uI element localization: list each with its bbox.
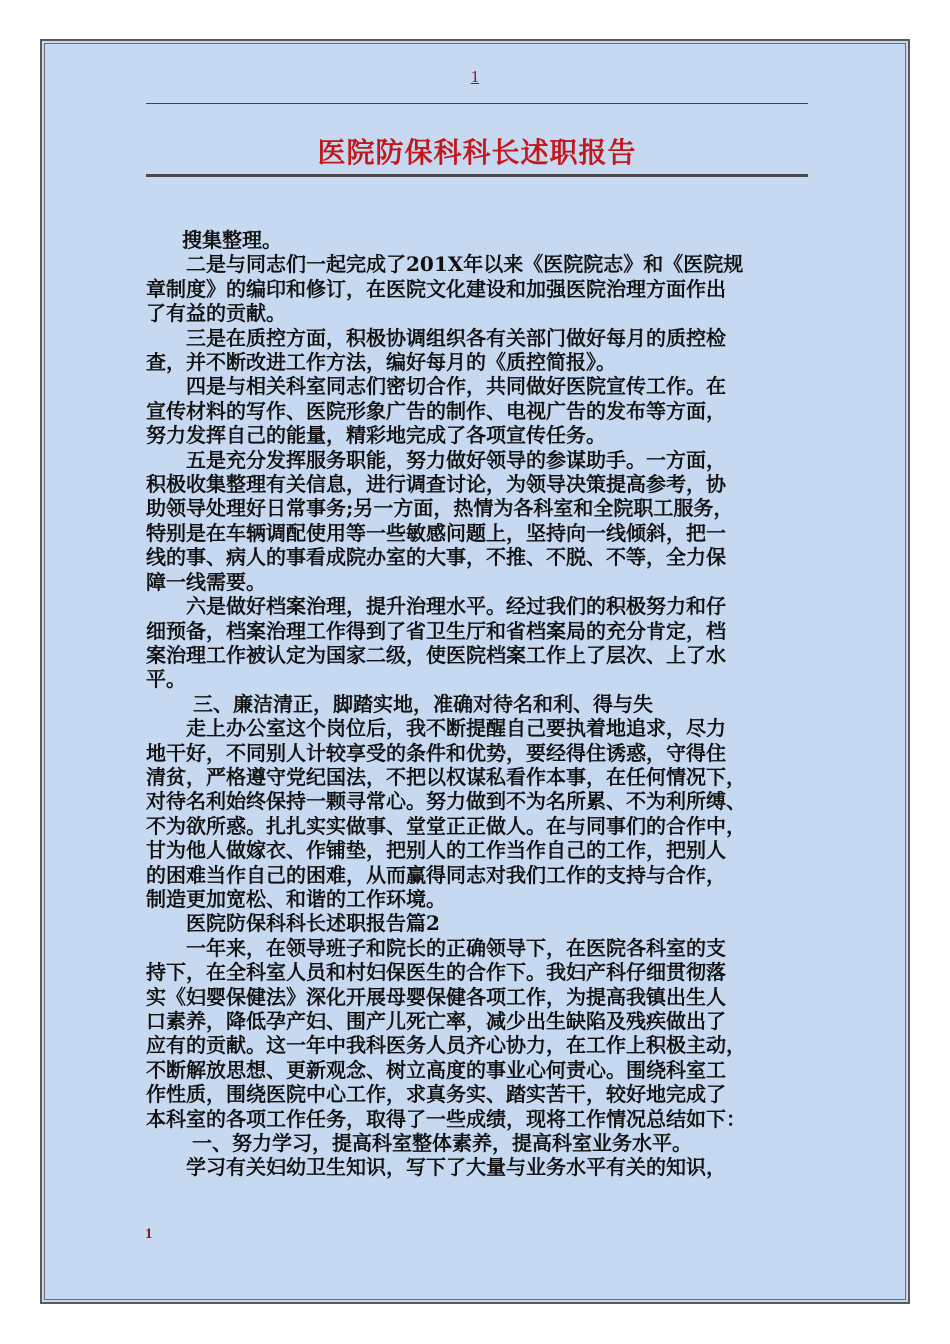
body-line: 障一线需要。	[146, 569, 266, 594]
body-line: 四是与相关科室同志们密切合作，共同做好医院宣传工作。在	[186, 374, 726, 399]
body-line: 的困难当作自己的困难，从而赢得同志对我们工作的支持与合作，	[146, 862, 726, 887]
body-line: 特别是在车辆调配使用等一些敏感问题上，坚持向一线倾斜，把一	[146, 520, 726, 545]
body-line: 五是充分发挥服务职能，努力做好领导的参谋助手。一方面，	[186, 447, 726, 472]
footer-page-number: 1	[145, 1226, 153, 1242]
body-line: 宣传材料的写作、医院形象广告的制作、电视广告的发布等方面，	[146, 398, 726, 423]
body-line: 一年来，在领导班子和院长的正确领导下，在医院各科室的支	[186, 935, 726, 960]
body-line: 六是做好档案治理，提升治理水平。经过我们的积极努力和仔	[186, 594, 726, 619]
section-heading: 三、廉洁清正，脚踏实地，准确对待名和利、得与失	[193, 691, 653, 716]
body-line: 助领导处理好日常事务;另一方面，热情为各科室和全院职工服务，	[146, 496, 734, 521]
body-line: 不为欲所惑。扎扎实实做事、堂堂正正做人。在与同事们的合作中，	[146, 813, 746, 838]
body-line: 作性质，围绕医院中心工作，求真务实、踏实苦干，较好地完成了	[146, 1082, 726, 1107]
body-line: 三是在质控方面，积极协调组织各有关部门做好每月的质控检	[186, 325, 726, 350]
body-line: 清贫，严格遵守党纪国法，不把以权谋私看作本事，在任何情况下，	[146, 764, 746, 789]
body-line: 制造更加宽松、和谐的工作环境。	[146, 886, 446, 911]
body-line: 实《妇婴保健法》深化开展母婴保健各项工作，为提高我镇出生人	[146, 984, 726, 1009]
header-divider	[146, 103, 808, 104]
section-heading: 医院防保科科长述职报告篇2	[186, 911, 440, 936]
body-line: 案治理工作被认定为国家二级，使医院档案工作上了层次、上了水	[146, 642, 726, 667]
title-divider	[146, 174, 808, 177]
body-line: 口素养，降低孕产妇、围产儿死亡率，减少出生缺陷及残疾做出了	[146, 1009, 726, 1033]
body-line: 不断解放思想、更新观念、树立高度的事业心何责心。围绕科室工	[146, 1057, 726, 1082]
body-line: 细预备，档案治理工作得到了省卫生厅和省档案局的充分肯定，档	[146, 618, 726, 643]
body-line: 对待名利始终保持一颗寻常心。努力做到不为名所累、不为利所缚、	[146, 789, 746, 814]
body-line: 二是与同志们一起完成了201X年以来《医院院志》和《医院规	[186, 252, 744, 277]
body-line: 持下，在全科室人员和村妇保医生的合作下。我妇产科仔细贯彻落	[146, 960, 726, 985]
body-line: 地干好，不同别人计较享受的条件和优势，要经得住诱惑，守得住	[146, 740, 726, 765]
body-line: 搜集整理。	[182, 228, 282, 252]
body-line: 应有的贡献。这一年中我科医务人员齐心协力，在工作上积极主动，	[146, 1033, 746, 1058]
section-heading: 一、努力学习，提高科室整体素养，提高科室业务水平。	[192, 1131, 692, 1156]
body-line: 甘为他人做嫁衣、作铺垫，把别人的工作当作自己的工作，把别人	[146, 838, 726, 863]
document-page	[40, 39, 910, 1304]
body-line: 了有益的贡献。	[146, 301, 286, 326]
body-line: 努力发挥自己的能量，精彩地完成了各项宣传任务。	[146, 423, 606, 448]
body-line: 章制度》的编印和修订，在医院文化建设和加强医院治理方面作出	[146, 276, 726, 301]
body-line: 线的事、病人的事看成院办室的大事，不推、不脱、不等，全力保	[146, 545, 726, 570]
body-line: 平。	[146, 667, 186, 692]
document-title: 医院防保科科长述职报告	[317, 136, 637, 169]
header-page-number: 1	[470, 67, 480, 86]
body-line: 积极收集整理有关信息，进行调查讨论，为领导决策提高参考，协	[146, 472, 726, 497]
body-line: 走上办公室这个岗位后，我不断提醒自己要执着地追求，尽力	[186, 716, 726, 741]
body-line: 本科室的各项工作任务，取得了一些成绩，现将工作情况总结如下：	[146, 1106, 746, 1131]
document-body	[146, 228, 816, 1180]
body-line: 学习有关妇幼卫生知识，写下了大量与业务水平有关的知识，	[186, 1155, 726, 1180]
body-line: 查，并不断改进工作方法，编好每月的《质控简报》。	[146, 350, 616, 375]
